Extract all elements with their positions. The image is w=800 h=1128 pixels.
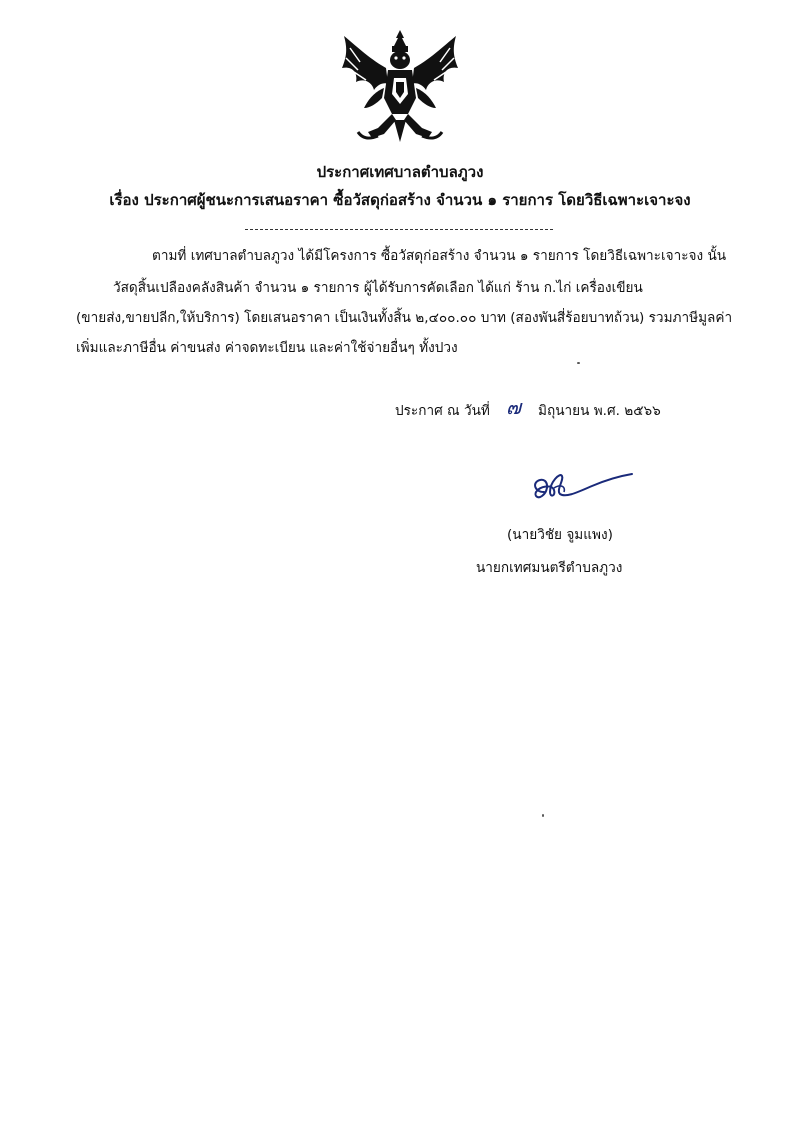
signature-mark <box>520 462 640 506</box>
body-line-2: วัสดุสิ้นเปลืองคลังสินค้า จำนวน ๑ รายการ ผู้ได้รับการคัดเลือก ได้แก่ ร้าน ก.ไก่ เครื่องเขียน <box>113 280 643 296</box>
date-day-handwritten: ๗ <box>506 395 522 419</box>
date-month-year: มิถุนายน พ.ศ. ๒๕๖๖ <box>538 403 661 419</box>
signer-title: นายกเทศมนตรีตำบลภูวง <box>476 560 623 576</box>
scan-speck <box>577 362 580 364</box>
date-label: ประกาศ ณ วันที่ <box>395 403 490 419</box>
signer-name: (นายวิชัย จูมแพง) <box>507 527 613 543</box>
body-line-4: เพิ่มและภาษีอื่น ค่าขนส่ง ค่าจดทะเบียน และค่าใช้จ่ายอื่นๆ ทั้งปวง <box>76 340 458 356</box>
announcement-subject: เรื่อง ประกาศผู้ชนะการเสนอราคา ซื้อวัสดุก่อสร้าง จำนวน ๑ รายการ โดยวิธีเฉพาะเจาะจง <box>109 191 691 209</box>
announcement-title: ประกาศเทศบาลตำบลภูวง <box>316 163 484 181</box>
scan-speck <box>542 814 544 817</box>
divider <box>245 229 553 230</box>
garuda-emblem-icon <box>338 28 462 144</box>
body-line-1: ตามที่ เทศบาลตำบลภูวง ได้มีโครงการ ซื้อวัสดุก่อสร้าง จำนวน ๑ รายการ โดยวิธีเฉพาะเจาะจง นั้น <box>152 248 727 264</box>
body-line-3: (ขายส่ง,ขายปลีก,ให้บริการ) โดยเสนอราคา เป็นเงินทั้งสิ้น ๒,๔๐๐.๐๐ บาท (สองพันสี่ร้อยบาทถ้วน) รวมภาษีมูลค่า <box>76 310 733 326</box>
